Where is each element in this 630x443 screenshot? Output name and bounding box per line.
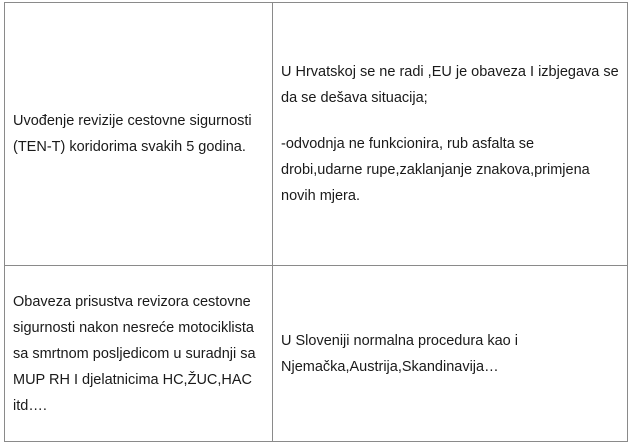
- cell-text: Obaveza prisustva revizora cestovne sigurnosti nakon nesreće motociklista sa smrtnom posljedicom u suradnji sa MUP RH I djelatnicima HC,ŽUC,HAC itd….: [13, 293, 256, 414]
- cell-text: -odvodnja ne funkcionira, rub asfalta se drobi,udarne rupe,zaklanjanje znakova,primjena novih mjera.: [281, 136, 590, 204]
- table-row: [5, 266, 628, 442]
- cell-text: Uvođenje revizije cestovne sigurnosti (TEN-T) koridorima svakih 5 godina.: [13, 113, 252, 155]
- table-cell-topic: [5, 3, 273, 266]
- cell-text: U Hrvatskoj se ne radi ,EU je obaveza I izbjegava se da se dešava situacija;: [281, 64, 619, 106]
- table-cell-comment: [273, 266, 628, 442]
- table-cell-topic: [5, 266, 273, 442]
- cell-text: U Sloveniji normalna procedura kao i Njemačka,Austrija,Skandinavija…: [281, 332, 518, 375]
- content-table: [4, 2, 628, 442]
- table-cell-comment: [273, 3, 628, 266]
- table-row: [5, 3, 628, 266]
